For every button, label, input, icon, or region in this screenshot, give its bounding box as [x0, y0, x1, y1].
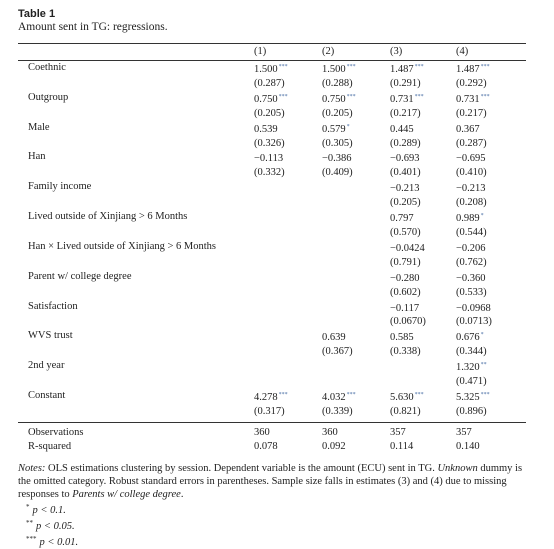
footnote: [18, 533, 536, 549]
standard-error-cell-value: (0.289): [390, 137, 421, 149]
column-header-row: [18, 44, 526, 61]
footnote-text: p < 0.1.: [32, 504, 66, 516]
coefficient-cell-value: 0.579: [322, 123, 346, 135]
standard-error-cell: [254, 256, 322, 270]
significance-stars: ***: [278, 93, 288, 100]
statistic-cell: [254, 440, 322, 454]
coefficient-cell-value: 5.630: [390, 391, 414, 403]
coefficient-cell: [322, 150, 390, 166]
coefficient-row: [18, 61, 526, 77]
coefficient-cell: [254, 270, 322, 286]
coefficient-row: [18, 359, 526, 375]
footnote-mark: **: [26, 518, 33, 527]
footnote-text: p < 0.01.: [39, 536, 79, 548]
coefficient-cell: [322, 180, 390, 196]
variable-label-value: Han × Lived outside of Xinjiang > 6 Months: [28, 240, 216, 252]
coefficient-cell: [322, 389, 390, 405]
coefficient-cell-value: 1.320: [456, 362, 480, 374]
significance-stars: ***: [414, 391, 424, 398]
footnote: [18, 501, 536, 517]
standard-error-cell: [456, 196, 526, 210]
coefficient-cell: [390, 61, 456, 77]
standard-error-cell: [254, 77, 322, 91]
standard-error-cell-value: (0.339): [322, 405, 353, 417]
coefficient-cell-value: 0.367: [456, 123, 480, 135]
coefficient-cell: [254, 150, 322, 166]
standard-error-cell-value: (0.205): [254, 107, 285, 119]
standard-error-cell-value: (0.288): [322, 77, 353, 89]
standard-error-cell: [322, 286, 390, 300]
coefficient-cell-value: 0.750: [322, 93, 346, 105]
variable-label-value: 2nd year: [28, 360, 65, 372]
standard-error-cell-value: (0.791): [390, 256, 421, 268]
coefficient-cell: [390, 210, 456, 226]
table-label: Table 1: [18, 8, 56, 20]
variable-label-empty: [18, 107, 254, 121]
standard-error-cell-value: (0.533): [456, 286, 487, 298]
standard-error-cell-value: (0.602): [390, 286, 421, 298]
variable-label: [18, 270, 254, 286]
standard-error-row: [18, 405, 526, 422]
coefficient-cell-value: 0.539: [254, 123, 278, 135]
coefficient-cell: [322, 61, 390, 77]
standard-error-cell: [254, 196, 322, 210]
variable-label: [18, 329, 254, 345]
coefficient-cell: [390, 91, 456, 107]
variable-label: [18, 180, 254, 196]
table-body: [18, 61, 526, 454]
variable-label-empty: [18, 375, 254, 389]
coefficient-cell-value: −0.117: [390, 302, 420, 314]
standard-error-cell: [456, 286, 526, 300]
standard-error-cell-value: (0.287): [254, 77, 285, 89]
coefficient-cell: [322, 300, 390, 316]
variable-label-value: Constant: [28, 389, 66, 401]
coefficient-row: [18, 180, 526, 196]
coefficient-cell: [322, 210, 390, 226]
variable-label: [18, 359, 254, 375]
coefficient-cell: [322, 91, 390, 107]
standard-error-cell-value: (0.292): [456, 77, 487, 89]
variable-label-empty: [18, 77, 254, 91]
statistic-cell-value: 0.114: [390, 440, 414, 452]
coefficient-cell-value: 0.639: [322, 332, 346, 344]
coefficient-cell-value: 0.585: [390, 332, 414, 344]
statistic-cell-value: 0.092: [322, 440, 346, 452]
coefficient-cell-value: 0.731: [390, 93, 414, 105]
coefficient-cell: [322, 270, 390, 286]
coefficient-row: [18, 240, 526, 256]
coefficient-cell: [456, 300, 526, 316]
coefficient-cell-value: 1.487: [456, 64, 480, 75]
variable-label-empty: [18, 256, 254, 270]
coefficient-cell: [456, 210, 526, 226]
coefficient-cell-value: −0.0424: [390, 242, 425, 254]
variable-label-empty: [18, 315, 254, 329]
variable-label-empty: [18, 196, 254, 210]
coefficient-cell-value: −0.113: [254, 153, 284, 165]
variable-label-empty: [18, 345, 254, 359]
variable-label-value: Parent w/ college degree: [28, 270, 132, 282]
footnote-mark: *: [26, 502, 30, 511]
statistic-cell: [456, 440, 526, 454]
coefficient-cell: [390, 329, 456, 345]
standard-error-cell-value: (0.401): [390, 167, 421, 179]
statistic-cell-value: 360: [254, 426, 270, 438]
standard-error-cell: [254, 107, 322, 121]
standard-error-cell-value: (0.344): [456, 346, 487, 358]
standard-error-cell: [254, 166, 322, 180]
standard-error-cell-value: (0.205): [322, 107, 353, 119]
coefficient-cell: [456, 329, 526, 345]
footnote: [18, 517, 536, 533]
standard-error-cell-value: (0.305): [322, 137, 353, 149]
coefficient-cell-value: 0.676: [456, 332, 480, 344]
coefficient-cell: [390, 240, 456, 256]
coefficient-cell-value: 0.731: [456, 93, 480, 105]
coefficient-cell-value: −0.386: [322, 153, 352, 165]
variable-label: [18, 300, 254, 316]
coefficient-cell: [254, 300, 322, 316]
standard-error-cell: [254, 226, 322, 240]
coefficient-row: [18, 300, 526, 316]
standard-error-cell: [390, 256, 456, 270]
table-notes: [18, 462, 528, 501]
coefficient-cell: [254, 329, 322, 345]
standard-error-cell: [390, 286, 456, 300]
standard-error-row: [18, 137, 526, 151]
significance-stars: *: [480, 332, 484, 339]
standard-error-cell: [456, 375, 526, 389]
footnote-text: p < 0.05.: [36, 520, 75, 532]
coefficient-cell: [254, 210, 322, 226]
coefficient-cell-value: −0.0968: [456, 302, 491, 314]
variable-label-empty: [18, 166, 254, 180]
significance-stars: ***: [414, 93, 424, 100]
standard-error-row: [18, 77, 526, 91]
standard-error-cell-value: (0.208): [456, 197, 487, 209]
standard-error-cell: [390, 107, 456, 121]
standard-error-cell-value: (0.410): [456, 167, 487, 179]
statistic-cell-value: 0.078: [254, 440, 278, 452]
notes-text-1: OLS estimations clustering by session. Dependent variable is the amount (ECU) sent in TG.: [45, 462, 438, 474]
significance-stars: ***: [480, 64, 490, 70]
statistic-label: [18, 440, 254, 454]
notes-text-2: dummy is the omitted category. Robust standard errors in parentheses. Sample size falls in estimates (3) and (4) due to missing responses to: [18, 462, 523, 500]
coefficient-cell: [456, 359, 526, 375]
standard-error-cell-value: (0.367): [322, 346, 353, 358]
coefficient-cell: [456, 270, 526, 286]
standard-error-cell-value: (0.821): [390, 405, 421, 417]
coefficient-cell: [390, 359, 456, 375]
standard-error-cell: [322, 375, 390, 389]
coefficient-row: [18, 121, 526, 137]
variable-label: [18, 210, 254, 226]
variable-label-value: Lived outside of Xinjiang > 6 Months: [28, 211, 188, 223]
variable-label-empty: [18, 226, 254, 240]
coefficient-cell: [254, 91, 322, 107]
variable-label: [18, 150, 254, 166]
standard-error-cell: [322, 315, 390, 329]
significance-stars: ***: [278, 64, 288, 70]
standard-error-cell: [390, 345, 456, 359]
coefficient-row: [18, 329, 526, 345]
coefficient-cell: [390, 121, 456, 137]
statistic-cell: [390, 440, 456, 454]
coefficient-cell: [322, 121, 390, 137]
standard-error-cell: [456, 226, 526, 240]
column-header: (3): [390, 44, 456, 61]
notes-parents: Parents w/ college degree: [72, 488, 181, 500]
significance-stars: *: [480, 213, 484, 220]
standard-error-cell: [322, 77, 390, 91]
coefficient-cell: [456, 61, 526, 77]
coefficient-cell: [456, 180, 526, 196]
standard-error-cell: [322, 226, 390, 240]
standard-error-row: [18, 166, 526, 180]
significance-stars: **: [480, 362, 487, 369]
coefficient-cell: [390, 270, 456, 286]
coefficient-cell-value: 4.278: [254, 391, 278, 403]
standard-error-cell: [254, 345, 322, 359]
coefficient-cell-value: 1.500: [322, 64, 346, 75]
standard-error-row: [18, 286, 526, 300]
standard-error-cell-value: (0.217): [456, 107, 487, 119]
standard-error-cell: [390, 315, 456, 329]
statistic-cell: [322, 440, 390, 454]
variable-label-value: Satisfaction: [28, 300, 78, 312]
coefficient-cell: [390, 300, 456, 316]
coefficient-cell: [456, 121, 526, 137]
variable-label-value: Family income: [28, 181, 92, 193]
coefficient-cell: [390, 389, 456, 405]
standard-error-cell: [390, 137, 456, 151]
coefficient-cell: [456, 91, 526, 107]
standard-error-row: [18, 345, 526, 359]
statistic-label-value: Observations: [28, 426, 84, 438]
variable-label: [18, 121, 254, 137]
variable-label-value: Outgroup: [28, 91, 69, 103]
standard-error-cell: [390, 166, 456, 180]
standard-error-cell-value: (0.471): [456, 376, 487, 388]
significance-stars: ***: [346, 93, 356, 100]
standard-error-row: [18, 226, 526, 240]
variable-label-value: Han: [28, 151, 46, 163]
standard-error-row: [18, 375, 526, 389]
statistic-cell-value: 357: [456, 426, 472, 438]
variable-label: [18, 61, 254, 77]
standard-error-cell: [322, 166, 390, 180]
standard-error-cell: [254, 375, 322, 389]
standard-error-cell-value: (0.332): [254, 167, 285, 179]
standard-error-cell: [254, 286, 322, 300]
coefficient-cell-value: −0.693: [390, 153, 420, 165]
coefficient-cell-value: 1.500: [254, 64, 278, 75]
variable-label-value: Male: [28, 121, 50, 133]
coefficient-cell: [456, 150, 526, 166]
statistic-cell: [254, 422, 322, 439]
standard-error-cell-value: (0.544): [456, 226, 487, 238]
coefficient-cell-value: −0.206: [456, 242, 486, 254]
standard-error-cell-value: (0.338): [390, 346, 421, 358]
standard-error-cell-value: (0.205): [390, 197, 421, 209]
coefficient-cell: [254, 389, 322, 405]
significance-stars: ***: [278, 391, 288, 398]
variable-label: [18, 240, 254, 256]
standard-error-cell-value: (0.570): [390, 226, 421, 238]
significance-stars: ***: [414, 64, 424, 70]
standard-error-cell: [322, 107, 390, 121]
coefficient-row: [18, 270, 526, 286]
coefficient-cell-value: −0.213: [390, 183, 420, 195]
coefficient-row: [18, 91, 526, 107]
variable-label-value: Coethnic: [28, 62, 66, 73]
variable-label: [18, 389, 254, 405]
statistic-label-value: R-squared: [28, 440, 72, 452]
coefficient-cell: [390, 180, 456, 196]
notes-unknown: Unknown: [437, 462, 478, 474]
significance-stars: ***: [480, 93, 490, 100]
coefficient-cell: [390, 150, 456, 166]
standard-error-row: [18, 256, 526, 270]
coefficient-cell: [322, 329, 390, 345]
standard-error-cell: [456, 405, 526, 422]
notes-text-3: .: [180, 488, 184, 500]
coefficient-cell-value: −0.213: [456, 183, 486, 195]
standard-error-cell: [322, 196, 390, 210]
statistic-cell-value: 0.140: [456, 440, 480, 452]
standard-error-cell: [456, 137, 526, 151]
standard-error-cell: [254, 315, 322, 329]
statistic-cell: [322, 422, 390, 439]
coefficient-cell: [254, 61, 322, 77]
standard-error-cell: [322, 256, 390, 270]
standard-error-row: [18, 107, 526, 121]
coefficient-cell-value: −0.695: [456, 153, 486, 165]
coefficient-row: [18, 150, 526, 166]
variable-label-empty: [18, 405, 254, 422]
standard-error-cell: [390, 196, 456, 210]
standard-error-cell: [456, 256, 526, 270]
standard-error-cell-value: (0.0670): [390, 316, 426, 328]
significance-stars: ***: [346, 391, 356, 398]
standard-error-cell: [322, 345, 390, 359]
variable-label-empty: [18, 286, 254, 300]
coefficient-row: [18, 389, 526, 405]
standard-error-cell: [456, 107, 526, 121]
header-empty-cell: [18, 44, 254, 61]
significance-stars: ***: [480, 391, 490, 398]
coefficient-cell: [322, 359, 390, 375]
variable-label-value: WVS trust: [28, 330, 73, 342]
column-header: (1): [254, 44, 322, 61]
coefficient-cell: [322, 240, 390, 256]
coefficient-cell-value: −0.280: [390, 272, 420, 284]
table-title: Amount sent in TG: regressions.: [18, 21, 168, 33]
coefficient-cell-value: 1.487: [390, 64, 414, 75]
column-header: (4): [456, 44, 526, 61]
coefficient-cell-value: 5.325: [456, 391, 480, 403]
standard-error-cell-value: (0.291): [390, 77, 421, 89]
coefficient-cell-value: 0.445: [390, 123, 414, 135]
standard-error-cell-value: (0.0713): [456, 316, 492, 328]
standard-error-cell: [322, 405, 390, 422]
statistic-label: [18, 422, 254, 439]
standard-error-cell-value: (0.409): [322, 167, 353, 179]
coefficient-cell-value: 0.797: [390, 213, 414, 225]
standard-error-cell: [322, 137, 390, 151]
coefficient-cell-value: 4.032: [322, 391, 346, 403]
statistic-cell-value: 360: [322, 426, 338, 438]
regression-table: [18, 43, 526, 454]
coefficient-cell: [456, 389, 526, 405]
variable-label-empty: [18, 137, 254, 151]
standard-error-row: [18, 196, 526, 210]
statistic-cell-value: 357: [390, 426, 406, 438]
coefficient-cell: [254, 121, 322, 137]
coefficient-cell: [456, 240, 526, 256]
coefficient-cell: [254, 359, 322, 375]
coefficient-cell-value: 0.989: [456, 213, 480, 225]
standard-error-cell: [254, 405, 322, 422]
coefficient-cell: [254, 240, 322, 256]
statistic-cell: [390, 422, 456, 439]
standard-error-cell-value: (0.762): [456, 256, 487, 268]
standard-error-cell: [390, 226, 456, 240]
standard-error-cell: [390, 77, 456, 91]
column-header: (2): [322, 44, 390, 61]
significance-stars: ***: [346, 64, 356, 70]
standard-error-cell: [254, 137, 322, 151]
standard-error-cell: [456, 77, 526, 91]
standard-error-cell: [456, 166, 526, 180]
standard-error-cell-value: (0.217): [390, 107, 421, 119]
standard-error-row: [18, 315, 526, 329]
standard-error-cell-value: (0.287): [456, 137, 487, 149]
coefficient-row: [18, 210, 526, 226]
notes-prefix: Notes:: [18, 462, 46, 474]
coefficient-cell-value: −0.360: [456, 272, 486, 284]
statistics-row: [18, 440, 526, 454]
coefficient-cell: [254, 180, 322, 196]
standard-error-cell-value: (0.326): [254, 137, 285, 149]
standard-error-cell: [390, 405, 456, 422]
standard-error-cell: [456, 345, 526, 359]
statistic-cell: [456, 422, 526, 439]
variable-label: [18, 91, 254, 107]
significance-stars: *: [346, 123, 350, 130]
coefficient-cell-value: 0.750: [254, 93, 278, 105]
statistics-row: [18, 422, 526, 439]
standard-error-cell: [390, 375, 456, 389]
standard-error-cell-value: (0.896): [456, 405, 487, 417]
standard-error-cell-value: (0.317): [254, 405, 285, 417]
standard-error-cell: [456, 315, 526, 329]
footnote-mark: ***: [26, 534, 37, 543]
